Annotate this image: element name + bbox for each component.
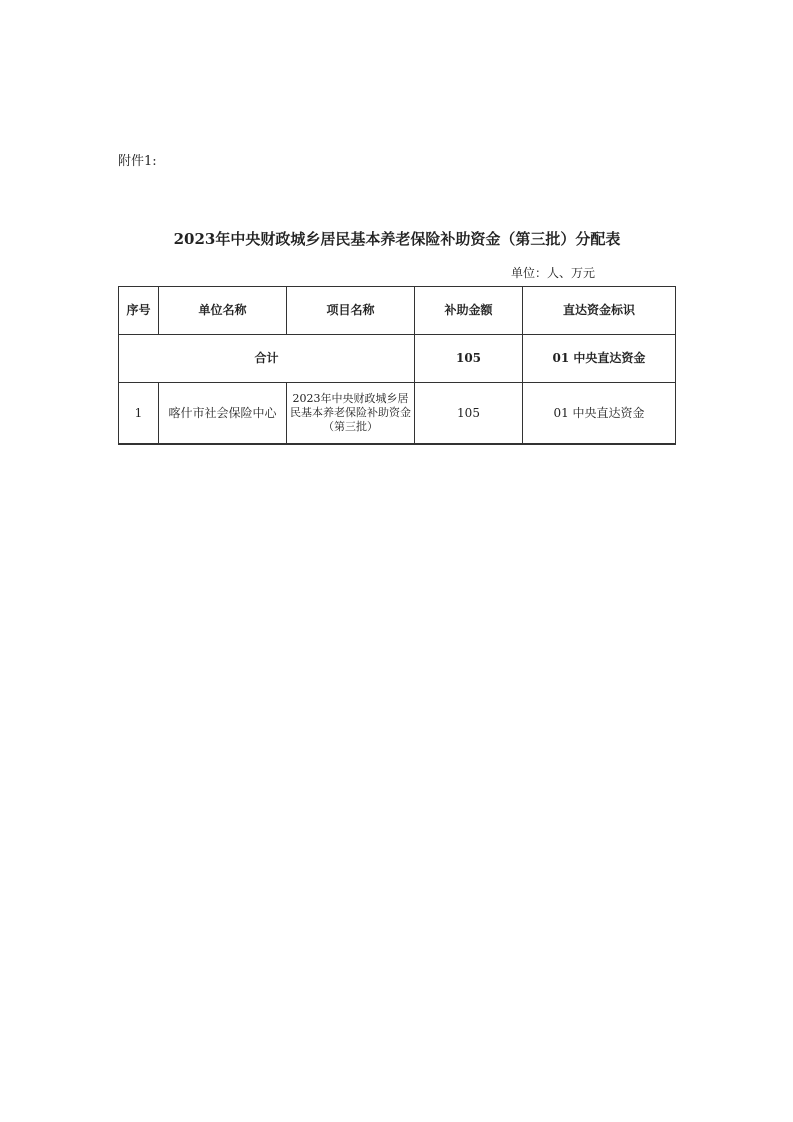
- table-header-row: [119, 287, 676, 335]
- total-flag: 01 中央直达资金: [523, 335, 676, 383]
- row-amount: 105: [415, 383, 523, 445]
- header-project-name: 项目名称: [287, 287, 415, 335]
- total-row: [119, 335, 676, 383]
- total-label: 合计: [119, 335, 415, 383]
- total-amount: 105: [415, 335, 523, 383]
- header-unit-name: 单位名称: [159, 287, 287, 335]
- row-unit-name: 喀什市社会保险中心: [159, 383, 287, 445]
- unit-note: 单位：人、万元: [510, 266, 595, 280]
- header-amount: 补助金额: [415, 287, 523, 335]
- row-index: 1: [119, 383, 159, 445]
- allocation-table: [118, 286, 676, 445]
- row-project-name: 2023年中央财政城乡居民基本养老保险补助资金（第三批）: [287, 383, 415, 445]
- document-title: 2023年中央财政城乡居民基本养老保险补助资金（第三批）分配表: [173, 230, 621, 248]
- table-row: [119, 383, 676, 445]
- header-index: 序号: [119, 287, 159, 335]
- row-flag: 01 中央直达资金: [523, 383, 676, 445]
- header-direct-fund-flag: 直达资金标识: [523, 287, 676, 335]
- attachment-label: 附件1:: [118, 154, 157, 169]
